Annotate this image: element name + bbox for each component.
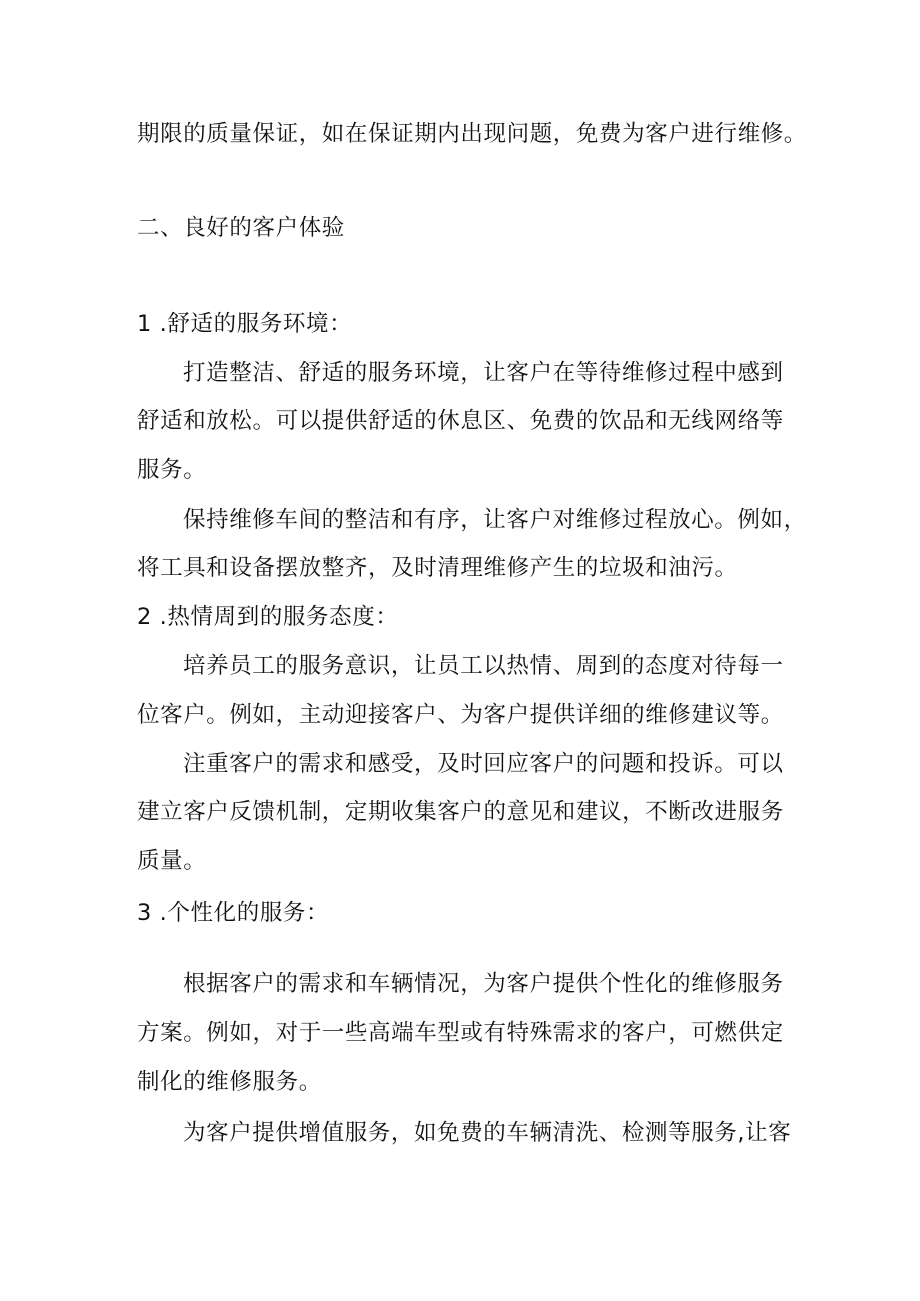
paragraph-line: 为客户提供增值服务，如免费的车辆清洗、检测等服务,让客 (183, 1120, 792, 1146)
paragraph-line: 保持维修车间的整洁和有序，让客户对维修过程放心。例如， (183, 507, 807, 533)
paragraph-line: 舒适和放松。可以提供舒适的休息区、免费的饮品和无线网络等 (137, 408, 784, 434)
paragraph-line: 质量。 (137, 848, 207, 874)
paragraph-line: 位客户。例如，主动迎接客户、为客户提供详细的维修建议等。 (137, 702, 784, 728)
paragraph-line: 注重客户的需求和感受，及时回应客户的问题和投诉。可以 (183, 751, 784, 777)
paragraph-line: 打造整洁、舒适的服务环境，让客户在等待维修过程中感到 (183, 360, 784, 386)
paragraph-line: 培养员工的服务意识，让员工以热情、周到的态度对待每一 (183, 653, 784, 679)
subsection-heading: 1 .舒适的服务环境： (137, 311, 353, 337)
subsection-heading: 3 .个性化的服务： (137, 900, 330, 926)
paragraph-line: 制化的维修服务。 (137, 1069, 322, 1095)
paragraph-line: 建立客户反馈机制，定期收集客户的意见和建议，不断改进服务 (137, 799, 784, 825)
paragraph-line: 将工具和设备摆放整齐，及时清理维修产生的垃圾和油污。 (137, 555, 738, 581)
paragraph-line: 根据客户的需求和车辆情况，为客户提供个性化的维修服务 (183, 971, 784, 997)
paragraph-line: 期限的质量保证，如在保证期内出现问题，免费为客户进行维修。 (137, 121, 807, 147)
section-heading: 二、良好的客户体验 (137, 215, 345, 241)
subsection-heading: 2 .热情周到的服务态度： (137, 604, 399, 630)
paragraph-line: 方案。例如，对于一些高端车型或有特殊需求的客户，可燃供定 (137, 1020, 784, 1046)
paragraph-line: 服务。 (137, 457, 207, 483)
